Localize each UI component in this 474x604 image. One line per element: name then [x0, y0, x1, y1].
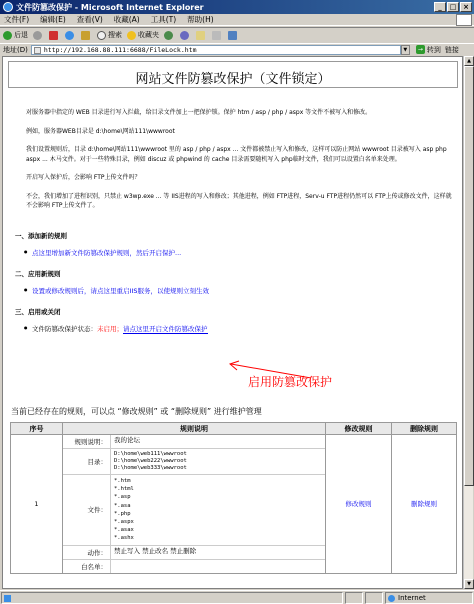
- refresh-button[interactable]: [65, 31, 76, 40]
- vertical-scrollbar[interactable]: [463, 56, 473, 589]
- menu-favorites[interactable]: 收藏(A): [113, 15, 140, 24]
- mail-icon: [196, 31, 205, 40]
- intro-paragraph: 我们设置规则后，目录 d:\home\网站111\wwwroot 里的 asp / php / aspx ... 文件都被禁止写入和修改，这样可以防止网站 wwwroot 目录被写入 asp php aspx ... 木马文件。对于一些特殊目录，例如 discuz 或 phpwind 的 cache 目录需要随机写入 php临时文件，我们可以设置白名单来处理。: [26, 146, 447, 163]
- menu-help[interactable]: 帮助(H): [187, 15, 214, 24]
- detail-value: 禁止写入 禁止改名 禁止删除: [114, 546, 197, 555]
- add-rule-link[interactable]: 点这里增加新文件防篡改保护规则，然后开启保护...: [32, 248, 182, 257]
- edit-cell: [326, 435, 392, 574]
- globe-icon: [388, 595, 395, 602]
- section-heading-apply: 二、应用新规则: [15, 269, 61, 278]
- intro-paragraph: 对服务器中指定的 WEB 目录进行写入拦截，给目录文件加上一把保护锁。保护 htm / asp / php / aspx 等文件不被写入和修改。: [26, 109, 372, 116]
- rules-table: [10, 422, 457, 574]
- status-bar: [0, 590, 474, 604]
- intro-paragraph: 例如，服务器WEB目录是 d:\home\网站111\wwwroot: [26, 127, 175, 135]
- edit-page-icon: [228, 31, 237, 40]
- minimize-button[interactable]: _: [434, 2, 446, 12]
- detail-value: D:\home\web111\wwwroot D:\home\web222\wwwroot D:\home\web333\wwwroot: [114, 451, 187, 471]
- edit-rule-link[interactable]: 修改规则: [345, 500, 372, 509]
- page-icon: [34, 47, 41, 54]
- detail-label: 动作：: [63, 546, 111, 559]
- col-edit: 修改规则: [326, 423, 392, 435]
- print-button[interactable]: [212, 31, 223, 40]
- menu-tools[interactable]: 工具(T): [150, 15, 177, 24]
- history-icon: [180, 31, 189, 40]
- detail-label: 白名单：: [63, 560, 111, 573]
- protection-status-item: [8, 324, 458, 333]
- table-row: [11, 435, 457, 574]
- detail-label: 目录：: [63, 449, 111, 474]
- delete-rule-link[interactable]: 删除规则: [411, 500, 437, 509]
- page-viewport: [2, 56, 463, 589]
- row-index: 1: [11, 435, 63, 574]
- status-cell: [365, 592, 383, 604]
- media-button[interactable]: [164, 31, 175, 40]
- annotation-label: 启用防篡改保护: [248, 375, 333, 389]
- maximize-button[interactable]: □: [447, 2, 459, 12]
- row-details: [63, 435, 326, 574]
- page-content: [8, 61, 458, 345]
- scroll-down-button[interactable]: ▼: [464, 579, 474, 589]
- favorites-label: 收藏夹: [138, 31, 159, 39]
- menu-file[interactable]: 文件(F): [4, 15, 30, 24]
- section-heading-toggle: 三、启用或关闭: [15, 307, 61, 316]
- apply-rule-item: [8, 286, 458, 295]
- status-value: 未启用；: [97, 324, 123, 333]
- col-delete: 删除规则: [392, 423, 457, 435]
- delete-cell: [392, 435, 457, 574]
- address-dropdown-button[interactable]: ▼: [401, 45, 410, 55]
- window-title: 文件防篡改保护 - Microsoft Internet Explorer: [16, 2, 204, 12]
- refresh-icon: [65, 31, 74, 40]
- stop-icon: [49, 31, 58, 40]
- search-label: 搜索: [108, 31, 122, 39]
- intro-text: [8, 108, 458, 211]
- section-heading-add: 一、添加新的规则: [15, 231, 67, 240]
- go-button[interactable]: [416, 45, 441, 55]
- media-icon: [164, 31, 173, 40]
- toolbar: [0, 27, 474, 42]
- back-arrow-icon: [3, 31, 12, 40]
- col-index: 序号: [11, 423, 63, 435]
- detail-files: [63, 475, 325, 546]
- address-url: http://192.168.88.111:6688/FileLock.htm: [43, 45, 197, 54]
- detail-description: [63, 435, 325, 449]
- detail-value: 我的论坛: [114, 436, 140, 444]
- status-cell: [345, 592, 363, 604]
- rules-note: 当前已经存在的规则，可以点 “修改规则” 或 “删除规则” 进行维护管理: [11, 407, 262, 416]
- go-arrow-icon: →: [417, 46, 423, 53]
- home-icon: [81, 31, 90, 40]
- col-description: 规则说明: [63, 423, 326, 435]
- home-button[interactable]: [81, 31, 92, 40]
- back-label: 后退: [14, 31, 28, 39]
- detail-directories: [63, 449, 325, 475]
- print-icon: [212, 31, 221, 40]
- address-input[interactable]: [31, 45, 401, 55]
- forward-arrow-icon: [33, 31, 42, 40]
- windows-flag-icon: [456, 14, 472, 26]
- history-button[interactable]: [180, 31, 191, 40]
- window-controls: [434, 2, 472, 12]
- scroll-thumb[interactable]: [464, 66, 474, 486]
- menu-view[interactable]: 查看(V): [76, 15, 103, 24]
- title-bar: [0, 0, 474, 14]
- close-button[interactable]: ×: [460, 2, 472, 12]
- status-prefix: 文件防篡改保护状态：: [32, 324, 97, 333]
- status-message: [1, 592, 343, 604]
- forward-button[interactable]: [33, 31, 44, 40]
- address-bar: [0, 43, 474, 55]
- enable-protection-link[interactable]: 请点这里开启文件防篡改保护: [123, 324, 208, 333]
- stop-button[interactable]: [49, 31, 60, 40]
- intro-paragraph: 开启写入保护后，会影响 FTP上传文件吗？: [26, 174, 141, 181]
- ie-logo-icon: [3, 2, 13, 12]
- menu-edit[interactable]: 编辑(E): [40, 15, 66, 24]
- detail-value: [111, 560, 117, 573]
- table-header-row: [11, 423, 457, 435]
- edit-page-button[interactable]: [228, 31, 239, 40]
- back-button[interactable]: [3, 30, 28, 40]
- zone-label: Internet: [398, 593, 426, 602]
- detail-whitelist: [63, 560, 325, 573]
- favorites-button[interactable]: [127, 30, 159, 40]
- mail-button[interactable]: [196, 31, 207, 40]
- page-done-icon: [4, 595, 11, 602]
- detail-value: *.htm *.html *.asp *.asa *.php *.aspx *.asax *.ashx: [114, 478, 134, 542]
- scroll-up-button[interactable]: ▲: [464, 56, 474, 66]
- go-label: 转到: [426, 45, 441, 54]
- detail-label: 规则说明：: [63, 435, 111, 448]
- restart-iis-link[interactable]: 设置或修改规则后，请点这里重启IIS服务，以使规则立刻生效: [32, 286, 209, 295]
- address-label: 地址(D): [3, 45, 28, 54]
- search-button[interactable]: [97, 30, 122, 40]
- page-title: 网站文件防篡改保护（文件锁定）: [8, 61, 458, 88]
- favorites-star-icon: [127, 31, 136, 40]
- security-zone: [385, 592, 473, 604]
- detail-label: 文件：: [63, 475, 111, 545]
- detail-actions: [63, 546, 325, 560]
- menu-bar: [0, 14, 474, 26]
- search-icon: [97, 31, 106, 40]
- intro-paragraph: 不会，我们增加了进程识别，只禁止 w3wp.exe ... 等 IIS进程的写入和修改；其他进程，例如 FTP进程，Serv-u FTP进程仍然可以 FTP上传或修改文件，这样就不会影响 FTP上传文件了。: [26, 192, 452, 209]
- add-rule-item: [8, 248, 458, 257]
- links-button[interactable]: 链接: [444, 45, 459, 54]
